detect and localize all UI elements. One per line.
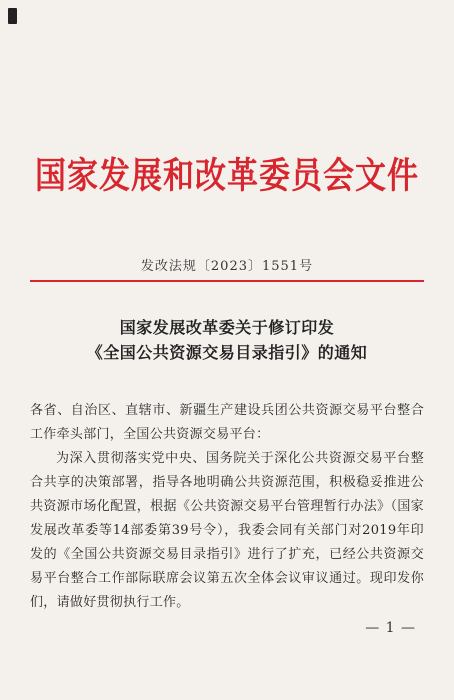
document-title <box>0 315 454 365</box>
body-paragraph: 为深入贯彻落实党中央、国务院关于深化公共资源交易平台整合共享的决策部署，指导各地明确公共资源范围，积极稳妥推进公共资源市场化配置，根据《公共资源交易平台管理暂行办法》（国家发展改革委等14部委第39号令），我委会同有关部门对2019年印发的《全国公共资源交易目录指引》进行了扩充，已经公共资源交易平台整合工作部际联席会议第五次全体会议审议通过。现印发你们，请做好贯彻执行工作。 <box>30 451 424 610</box>
title-line-1: 国家发展改革委关于修订印发 <box>119 318 335 337</box>
scan-corner-mark <box>8 8 17 24</box>
red-divider-line <box>30 280 424 282</box>
document-number: 发改法规〔2023〕1551号 <box>140 259 314 274</box>
issuer-header: 国家发展和改革委员会文件 <box>35 155 419 197</box>
title-line-2: 《全国公共资源交易目录指引》的通知 <box>86 343 368 362</box>
addressees: 各省、自治区、直辖市、新疆生产建设兵团公共资源交易平台整合工作牵头部门，全国公共资源交易平台： <box>30 403 424 442</box>
page-number: — 1 — <box>365 620 416 636</box>
document-body <box>30 399 424 615</box>
